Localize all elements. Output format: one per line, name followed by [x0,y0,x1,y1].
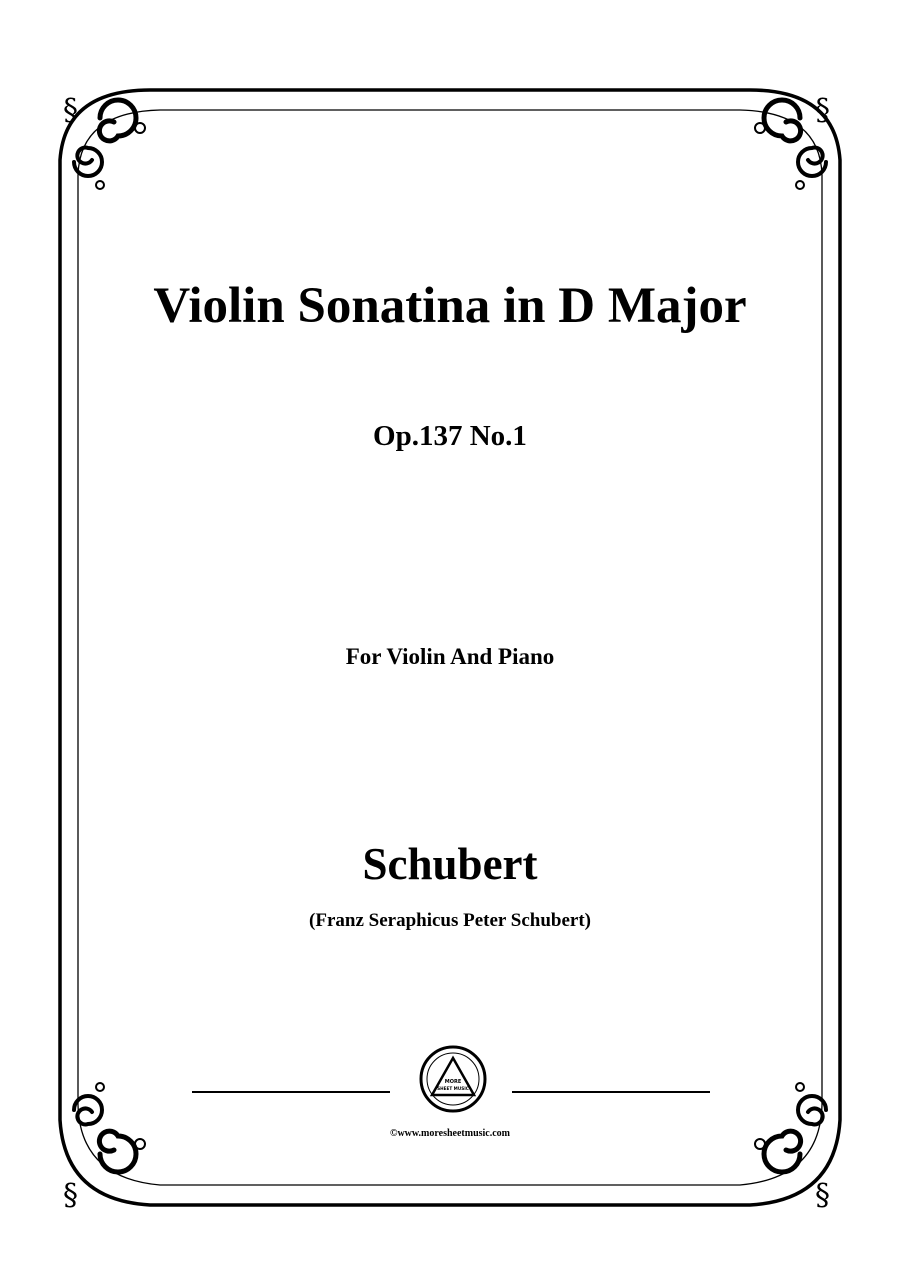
opus-number: Op.137 No.1 [373,420,527,452]
publisher-seal-icon [419,1045,487,1113]
instrumentation: For Violin And Piano [345,644,555,669]
svg-text:§: § [815,93,830,128]
footer-rule-right [512,1091,710,1093]
svg-text:MORE: MORE [444,1079,462,1085]
footer-copyright-url: ©www.moresheetmusic.com [389,1128,511,1139]
composer-full-name: (Franz Seraphicus Peter Schubert) [309,910,591,931]
svg-text:SHEET MUSIC: SHEET MUSIC [437,1086,469,1091]
svg-text:§: § [63,93,78,128]
corner-ornament-icon [63,93,145,189]
composer-name: Schubert [362,839,538,889]
score-title: Violin Sonatina in D Major [153,278,747,334]
svg-text:§: § [63,1178,78,1213]
footer-rule-left [192,1091,390,1093]
svg-text:§: § [815,1178,830,1213]
